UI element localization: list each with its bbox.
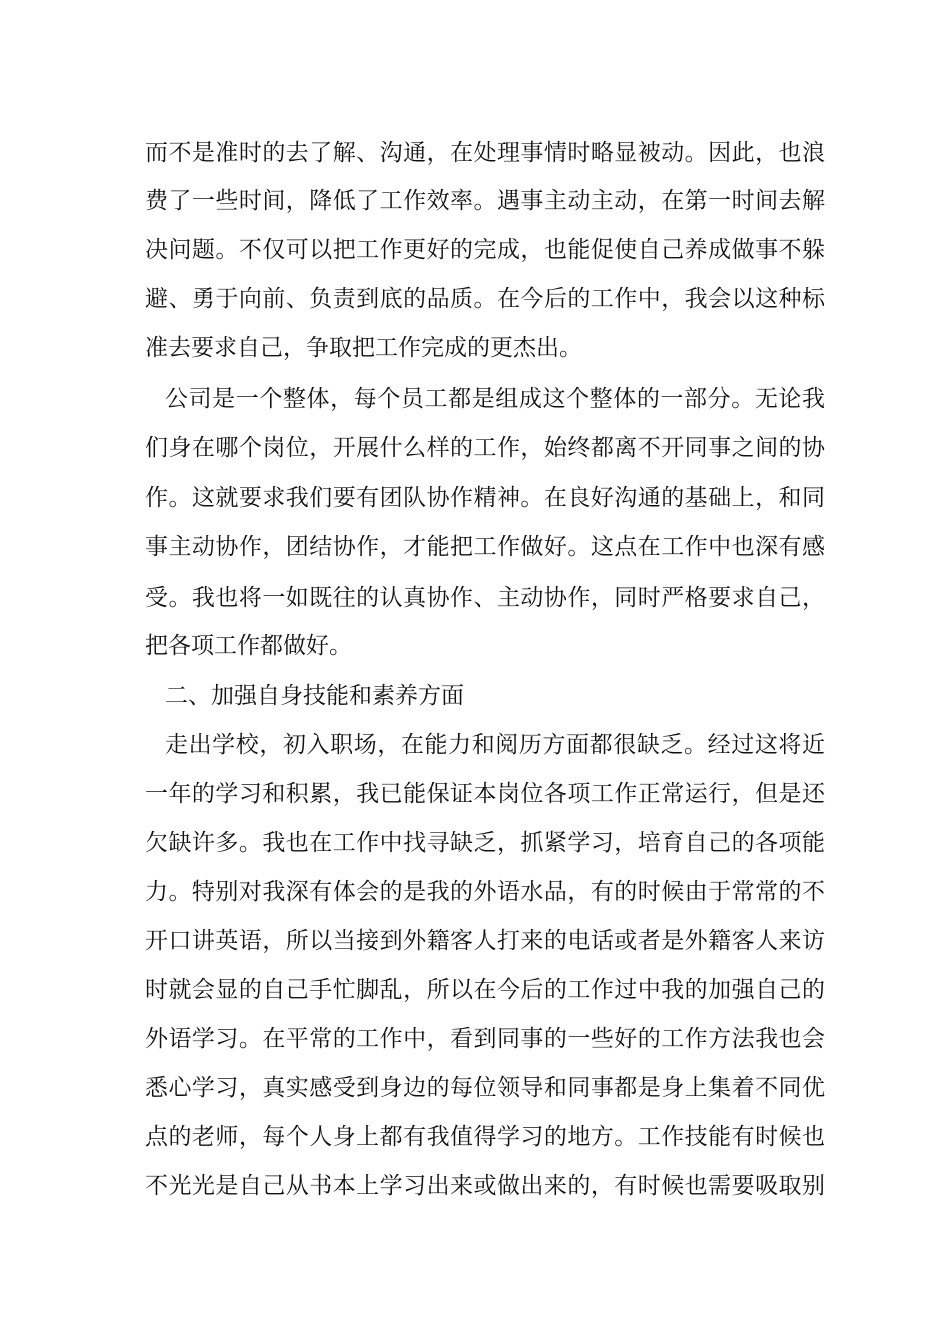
- text-line: 准去要求自己，争取把工作完成的更杰出。: [145, 335, 582, 361]
- section-heading: 二、加强自身技能和素养方面: [165, 683, 464, 709]
- text-line: 把各项工作都做好。: [145, 633, 352, 659]
- text-line: 悉心学习，真实感受到身边的每位领导和同事都是身上集着不同优: [145, 1075, 825, 1101]
- text-line: 时就会显的自己手忙脚乱，所以在今后的工作过中我的加强自己的: [145, 977, 825, 1003]
- text-line: 一年的学习和积累，我已能保证本岗位各项工作正常运行，但是还: [145, 781, 825, 807]
- text-line: 事主动协作，团结协作，才能把工作做好。这点在工作中也深有感: [145, 534, 825, 560]
- text-line: 欠缺许多。我也在工作中找寻缺乏，抓紧学习，培育自己的各项能: [145, 830, 825, 856]
- text-line: 开口讲英语，所以当接到外籍客人打来的电话或者是外籍客人来访: [145, 928, 825, 954]
- text-line: 点的老师，每个人身上都有我值得学习的地方。工作技能有时候也: [145, 1124, 825, 1150]
- text-line: 们身在哪个岗位，开展什么样的工作，始终都离不开同事之间的协: [145, 435, 825, 461]
- paragraph-first-line: 走出学校，初入职场，在能力和阅历方面都很缺乏。经过这将近: [165, 732, 825, 758]
- text-line: 避、勇于向前、负责到底的品质。在今后的工作中，我会以这种标: [145, 286, 825, 312]
- text-line: 力。特别对我深有体会的是我的外语水品，有的时候由于常常的不: [145, 879, 825, 905]
- text-line: 受。我也将一如既往的认真协作、主动协作，同时严格要求自己，: [145, 585, 825, 611]
- text-line: 作。这就要求我们要有团队协作精神。在良好沟通的基础上，和同: [145, 485, 825, 511]
- text-line: 费了一些时间，降低了工作效率。遇事主动主动，在第一时间去解: [145, 188, 825, 214]
- text-line: 决问题。不仅可以把工作更好的完成，也能促使自己养成做事不躲: [145, 237, 825, 263]
- text-line: 外语学习。在平常的工作中，看到同事的一些好的工作方法我也会: [145, 1026, 825, 1052]
- text-line: 不光光是自己从书本上学习出来或做出来的，有时候也需要吸取别: [145, 1173, 825, 1199]
- paragraph-first-line: 公司是一个整体，每个员工都是组成这个整体的一部分。无论我: [165, 386, 825, 412]
- text-line: 而不是准时的去了解、沟通，在处理事情时略显被动。因此，也浪: [145, 140, 825, 166]
